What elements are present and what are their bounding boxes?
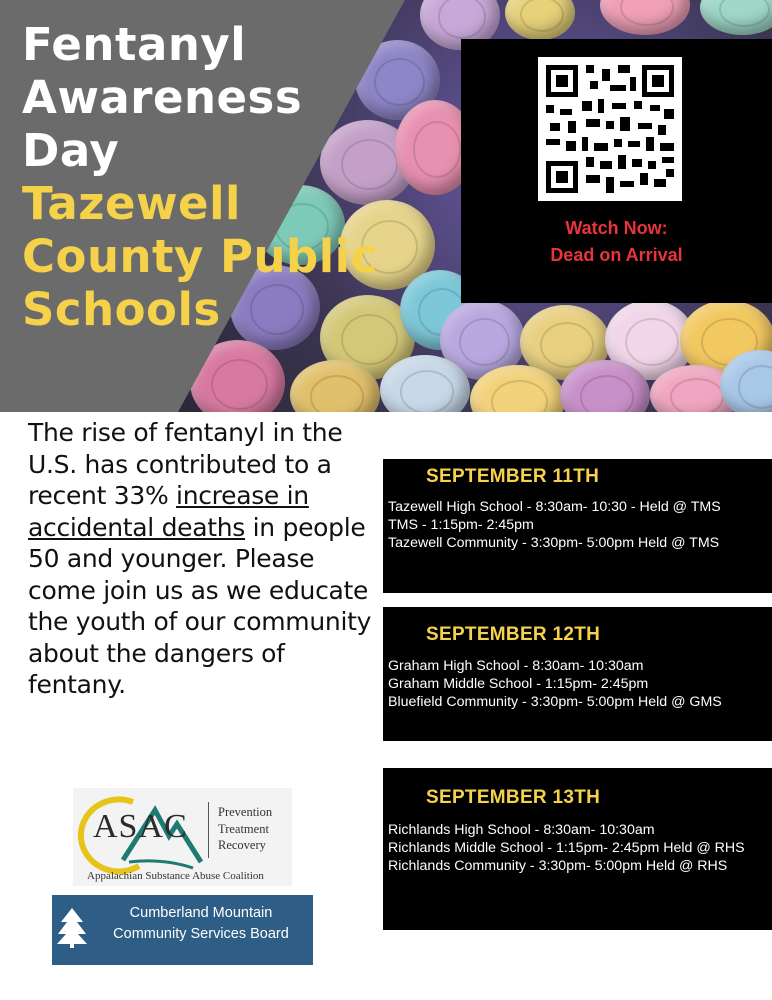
intro-text-end: in people 50 and younger. Please come join us as we educate the youth of our community about the dangers of fentany. — [28, 512, 372, 699]
cmcsb-line-1: Cumberland Mountain — [129, 905, 273, 921]
schedule-events — [388, 821, 762, 875]
schedule-event: Richlands Middle School - 1:15pm- 2:45pm Held @ RHS — [388, 840, 745, 856]
schedule-event: Richlands High School - 8:30am- 10:30am — [388, 822, 655, 838]
asac-word: Prevention — [218, 805, 273, 819]
subtitle-line-1: Tazewell — [22, 177, 241, 230]
schedule-event: Graham High School - 8:30am- 10:30am — [388, 658, 644, 674]
intro-underlined-text: increase in accidental deaths — [28, 481, 309, 542]
schedule-box-sept-13 — [383, 768, 772, 930]
title-block — [22, 18, 392, 336]
cmcsb-logo — [52, 895, 313, 965]
subtitle-line-3: Schools — [22, 283, 221, 336]
schedule-event: Richlands Community - 3:30pm- 5:00pm Held @ RHS — [388, 858, 728, 874]
asac-word: Recovery — [218, 838, 266, 852]
intro-paragraph — [28, 417, 373, 701]
title-line-3: Day — [22, 124, 120, 177]
schedule-date: SEPTEMBER 12TH — [426, 624, 601, 645]
qr-code-icon — [546, 65, 674, 193]
schedule-event: Bluefield Community - 3:30pm- 5:00pm Held @ GMS — [388, 694, 722, 710]
schedule-event: Tazewell High School - 8:30am- 10:30 - Held @ TMS — [388, 499, 721, 515]
schedule-box-sept-12 — [383, 607, 772, 741]
watch-title: Dead on Arrival — [550, 245, 683, 265]
asac-word: Treatment — [218, 821, 269, 836]
schedule-event: TMS - 1:15pm- 2:45pm — [388, 517, 534, 533]
asac-name: Appalachian Substance Abuse Coalition — [87, 870, 264, 882]
title-line-2: Awareness — [22, 71, 303, 124]
intro-text-start: The rise of fentanyl in the U.S. has contributed to a recent 33% — [28, 418, 343, 510]
watch-now-text — [461, 215, 772, 269]
asac-tagline — [218, 804, 272, 854]
cmcsb-name — [90, 903, 312, 945]
subtitle-line-2: County Public — [22, 230, 378, 283]
schedule-date: SEPTEMBER 11TH — [426, 466, 600, 487]
schedule-date: SEPTEMBER 13TH — [426, 787, 601, 808]
tree-icon — [57, 908, 87, 948]
schedule-event: Tazewell Community - 3:30pm- 5:00pm Held @ TMS — [388, 535, 720, 551]
qr-code[interactable] — [538, 57, 682, 201]
schedule-events — [388, 657, 762, 711]
schedule-events — [388, 498, 762, 552]
schedule-box-sept-11 — [383, 459, 772, 593]
watch-now-label: Watch Now: — [565, 218, 668, 238]
schedule-event: Graham Middle School - 1:15pm- 2:45pm — [388, 676, 649, 692]
asac-logo — [73, 788, 292, 886]
hero-banner — [0, 0, 772, 412]
asac-letters: ASAC — [93, 808, 188, 845]
qr-panel — [461, 39, 772, 303]
cmcsb-line-2: Community Services Board — [113, 926, 289, 942]
title-line-1: Fentanyl — [22, 18, 247, 71]
asac-divider — [208, 802, 209, 858]
